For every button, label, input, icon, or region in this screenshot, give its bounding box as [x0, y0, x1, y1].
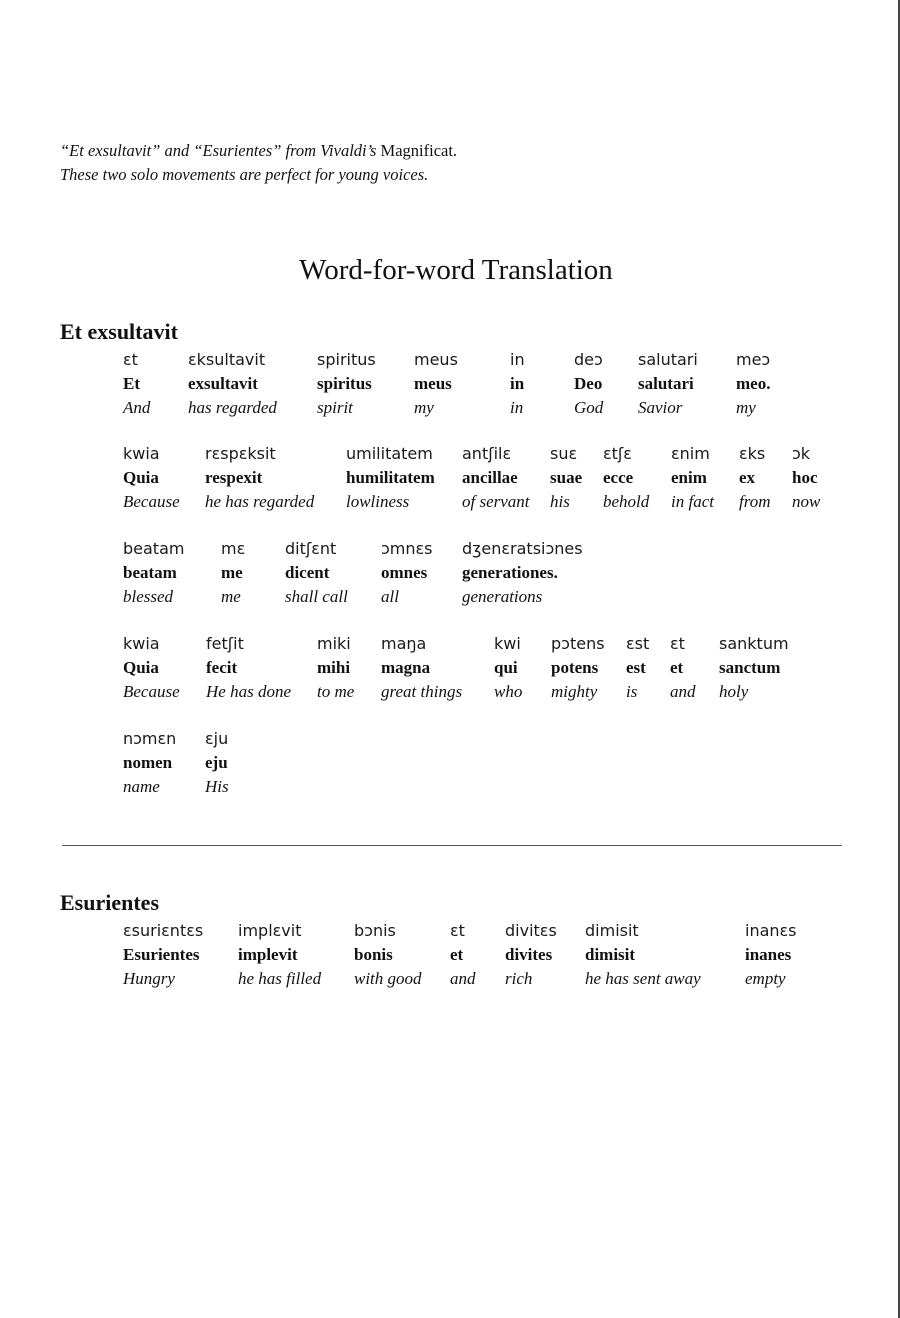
latin-text: sanctum — [719, 658, 781, 677]
english-text: in — [510, 398, 524, 417]
ipa-text: ɛksultavit — [188, 350, 266, 369]
latin-text: est — [626, 658, 646, 677]
english-text: now — [792, 492, 821, 511]
latin-text: respexit — [205, 468, 263, 487]
english-text: Hungry — [123, 969, 175, 988]
ipa-text: suɛ — [550, 444, 578, 463]
section-heading-et-exsultavit: Et exsultavit — [60, 319, 178, 344]
latin-text: humilitatem — [346, 468, 435, 487]
ipa-text: antʃilɛ — [462, 444, 512, 463]
word-column — [494, 632, 522, 704]
translation-group — [0, 442, 900, 514]
translation-group — [0, 919, 900, 991]
word-column — [462, 537, 583, 609]
latin-text: dimisit — [585, 945, 636, 964]
latin-text: suae — [550, 468, 583, 487]
word-column — [205, 727, 229, 799]
latin-text: ex — [739, 468, 756, 487]
english-text: all — [381, 587, 399, 606]
english-text: God — [574, 398, 604, 417]
word-column — [238, 919, 321, 991]
latin-text: beatam — [123, 563, 177, 582]
latin-text: me — [221, 563, 243, 582]
english-text: mighty — [551, 682, 598, 701]
ipa-text: fetʃit — [206, 634, 244, 653]
word-column — [285, 537, 348, 609]
ipa-text: bɔnis — [354, 921, 396, 940]
word-column — [626, 632, 649, 704]
word-column — [123, 537, 184, 609]
english-text: with good — [354, 969, 422, 988]
word-column — [317, 348, 376, 420]
intro-line-1 — [60, 139, 457, 163]
ipa-text: meus — [414, 350, 458, 369]
english-text: to me — [317, 682, 355, 701]
ipa-text: beatam — [123, 539, 185, 558]
word-column — [414, 348, 458, 420]
word-column — [381, 537, 433, 609]
word-column — [671, 442, 714, 514]
latin-text: et — [670, 658, 684, 677]
word-column — [317, 632, 354, 704]
ipa-text: umilitatem — [346, 444, 433, 463]
translation-group — [0, 727, 900, 799]
english-text: empty — [745, 969, 786, 988]
latin-text: exsultavit — [188, 374, 258, 393]
latin-text: spiritus — [317, 374, 372, 393]
latin-text: bonis — [354, 945, 393, 964]
english-text: rich — [505, 969, 533, 988]
translation-group — [0, 537, 900, 609]
word-column — [221, 537, 245, 609]
ipa-text: ɛsuriɛntɛs — [123, 921, 204, 940]
latin-text: nomen — [123, 753, 173, 772]
word-column — [510, 348, 525, 420]
english-text: is — [626, 682, 638, 701]
latin-text: Esurientes — [123, 945, 200, 964]
latin-text: ecce — [603, 468, 634, 487]
latin-text: meus — [414, 374, 452, 393]
latin-text: ancillae — [462, 468, 518, 487]
word-column — [123, 727, 176, 799]
latin-text: qui — [494, 658, 518, 677]
english-text: and — [670, 682, 696, 701]
latin-text: magna — [381, 658, 431, 677]
word-column — [736, 348, 770, 420]
latin-text: fecit — [206, 658, 238, 677]
word-column — [745, 919, 797, 991]
word-column — [123, 348, 150, 420]
latin-text: eju — [205, 753, 228, 772]
latin-text: potens — [551, 658, 599, 677]
word-column — [551, 632, 605, 704]
word-column — [123, 632, 180, 704]
latin-text: in — [510, 374, 525, 393]
word-column — [123, 919, 203, 991]
english-text: spirit — [317, 398, 353, 417]
ipa-text: ɔmnɛs — [381, 539, 433, 558]
word-column — [381, 632, 462, 704]
ipa-text: ɛnim — [671, 444, 710, 463]
ipa-text: maŋa — [381, 634, 427, 653]
ipa-text: mɛ — [221, 539, 246, 558]
english-text: he has regarded — [205, 492, 315, 511]
word-column — [188, 348, 277, 420]
word-column — [719, 632, 789, 704]
english-text: generations — [462, 587, 543, 606]
latin-text: enim — [671, 468, 707, 487]
latin-text: hoc — [792, 468, 818, 487]
word-column — [346, 442, 435, 514]
word-column — [739, 442, 771, 514]
ipa-text: nɔmɛn — [123, 729, 177, 748]
ipa-text: implɛvit — [238, 921, 302, 940]
ipa-text: miki — [317, 634, 351, 653]
latin-text: et — [450, 945, 464, 964]
english-text: behold — [603, 492, 650, 511]
latin-text: divites — [505, 945, 553, 964]
ipa-text: rɛspɛksit — [205, 444, 276, 463]
english-text: Because — [123, 492, 180, 511]
translation-group — [0, 632, 900, 704]
english-text: he has filled — [238, 969, 322, 988]
english-text: me — [221, 587, 241, 606]
english-text: And — [123, 398, 151, 417]
ipa-text: dʒenɛratsiɔnes — [462, 539, 583, 558]
translation-group — [0, 348, 900, 420]
word-column — [354, 919, 422, 991]
english-text: He has done — [206, 682, 291, 701]
word-column — [792, 442, 820, 514]
ipa-text: ɔk — [792, 444, 811, 463]
word-column — [450, 919, 476, 991]
ipa-text: inanɛs — [745, 921, 797, 940]
latin-text: Quia — [123, 468, 159, 487]
word-column — [585, 919, 701, 991]
latin-text: implevit — [238, 945, 298, 964]
word-column — [462, 442, 530, 514]
latin-text: inanes — [745, 945, 792, 964]
english-text: and — [450, 969, 476, 988]
section-divider — [62, 845, 842, 846]
latin-text: generationes. — [462, 563, 558, 582]
english-text: Because — [123, 682, 180, 701]
ipa-text: sanktum — [719, 634, 789, 653]
english-text: holy — [719, 682, 749, 701]
latin-text: Et — [123, 374, 140, 393]
word-column — [670, 632, 696, 704]
ipa-text: ɛks — [739, 444, 766, 463]
english-text: His — [205, 777, 229, 796]
ipa-text: kwia — [123, 444, 160, 463]
english-text: shall call — [285, 587, 348, 606]
word-column — [505, 919, 557, 991]
english-text: in fact — [671, 492, 714, 511]
ipa-text: ɛt — [123, 350, 138, 369]
ipa-text: deɔ — [574, 350, 603, 369]
ipa-text: divitɛs — [505, 921, 557, 940]
ipa-text: dimisit — [585, 921, 639, 940]
ipa-text: meɔ — [736, 350, 771, 369]
english-text: blessed — [123, 587, 174, 606]
english-text: his — [550, 492, 570, 511]
word-column — [205, 442, 314, 514]
latin-text: Quia — [123, 658, 159, 677]
ipa-text: ɛtʃɛ — [603, 444, 632, 463]
ipa-text: salutari — [638, 350, 698, 369]
latin-text: mihi — [317, 658, 351, 677]
english-text: lowliness — [346, 492, 410, 511]
ipa-text: ɛt — [670, 634, 685, 653]
english-text: Savior — [638, 398, 683, 417]
ipa-text: ditʃɛnt — [285, 539, 337, 558]
ipa-text: ɛt — [450, 921, 465, 940]
english-text: from — [739, 492, 771, 511]
english-text: my — [736, 398, 756, 417]
ipa-text: pɔtens — [551, 634, 605, 653]
word-column — [550, 442, 582, 514]
intro-line-2: These two solo movements are perfect for young voices. — [60, 165, 429, 184]
english-text: my — [414, 398, 434, 417]
english-text: he has sent away — [585, 969, 701, 988]
page-title: Word-for-word Translation — [299, 254, 613, 286]
ipa-text: kwi — [494, 634, 521, 653]
latin-text: meo. — [736, 374, 771, 393]
ipa-text: ɛst — [626, 634, 650, 653]
section-heading-esurientes: Esurientes — [60, 890, 159, 915]
english-text: name — [123, 777, 160, 796]
latin-text: omnes — [381, 563, 428, 582]
english-text: has regarded — [188, 398, 277, 417]
word-column — [123, 442, 180, 514]
latin-text: Deo — [574, 374, 603, 393]
word-column — [603, 442, 649, 514]
english-text: great things — [381, 682, 463, 701]
latin-text: dicent — [285, 563, 330, 582]
ipa-text: spiritus — [317, 350, 376, 369]
latin-text: salutari — [638, 374, 694, 393]
english-text: who — [494, 682, 523, 701]
intro-text — [60, 139, 457, 187]
intro-line-1-italic: “Et exsultavit” and “Esurientes” from Vivaldi’s — [60, 141, 381, 160]
ipa-text: kwia — [123, 634, 160, 653]
word-column — [206, 632, 291, 704]
ipa-text: in — [510, 350, 525, 369]
intro-work-title: Magnificat. — [380, 141, 458, 160]
word-column — [638, 348, 698, 420]
ipa-text: ɛju — [205, 729, 229, 748]
english-text: of servant — [462, 492, 530, 511]
word-column — [574, 348, 603, 420]
